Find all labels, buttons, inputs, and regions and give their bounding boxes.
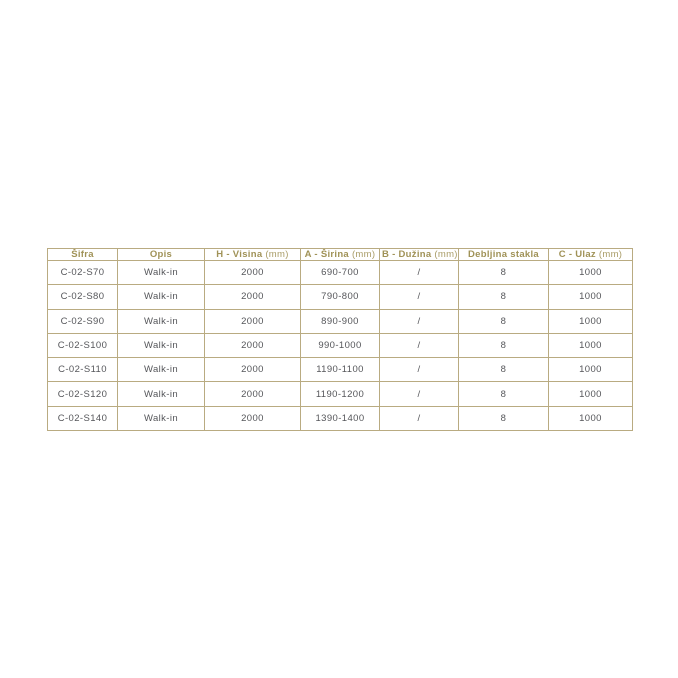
col-header-label: Debljina stakla <box>467 249 540 260</box>
cell-opis: Walk-in <box>118 285 205 309</box>
cell-opis: Walk-in <box>118 261 205 285</box>
col-header-label: Šifra <box>71 249 94 260</box>
cell-debljina-stakla: 8 <box>459 333 549 357</box>
cell-c-ulaz: 1000 <box>549 285 633 309</box>
cell-c-ulaz: 1000 <box>549 333 633 357</box>
col-header-label: A - Širina <box>304 249 350 260</box>
cell-debljina-stakla: 8 <box>459 358 549 382</box>
cell-debljina-stakla: 8 <box>459 285 549 309</box>
col-header-label: H - Visina <box>216 249 263 260</box>
cell-h-visina: 2000 <box>205 309 301 333</box>
table-row <box>48 333 633 357</box>
cell-opis: Walk-in <box>118 309 205 333</box>
cell-a-sirina: 890-900 <box>301 309 380 333</box>
cell-a-sirina: 1390-1400 <box>301 406 380 430</box>
table-row <box>48 309 633 333</box>
cell-a-sirina: 1190-1100 <box>301 358 380 382</box>
cell-a-sirina: 690-700 <box>301 261 380 285</box>
cell-sifra: C-02-S80 <box>48 285 118 309</box>
col-header-a-sirina <box>301 249 380 261</box>
cell-h-visina: 2000 <box>205 406 301 430</box>
cell-c-ulaz: 1000 <box>549 382 633 406</box>
cell-c-ulaz: 1000 <box>549 358 633 382</box>
cell-debljina-stakla: 8 <box>459 261 549 285</box>
col-header-label: C - Ulaz <box>558 249 596 260</box>
col-header-label: Opis <box>149 249 173 260</box>
table-row <box>48 382 633 406</box>
cell-h-visina: 2000 <box>205 261 301 285</box>
col-header-c-ulaz <box>549 249 633 261</box>
cell-debljina-stakla: 8 <box>459 309 549 333</box>
cell-h-visina: 2000 <box>205 333 301 357</box>
cell-c-ulaz: 1000 <box>549 406 633 430</box>
col-header-unit: (mm) <box>431 249 458 260</box>
cell-h-visina: 2000 <box>205 382 301 406</box>
cell-sifra: C-02-S70 <box>48 261 118 285</box>
cell-sifra: C-02-S110 <box>48 358 118 382</box>
table-row <box>48 285 633 309</box>
col-header-sifra <box>48 249 118 261</box>
cell-h-visina: 2000 <box>205 358 301 382</box>
col-header-unit: (mm) <box>349 249 376 260</box>
cell-a-sirina: 790-800 <box>301 285 380 309</box>
col-header-unit: (mm) <box>595 249 623 260</box>
cell-opis: Walk-in <box>118 406 205 430</box>
header-row <box>48 249 633 261</box>
product-dimensions-table <box>47 248 633 431</box>
cell-a-sirina: 1190-1200 <box>301 382 380 406</box>
table-row <box>48 358 633 382</box>
cell-b-duzina: / <box>380 333 459 357</box>
cell-opis: Walk-in <box>118 358 205 382</box>
col-header-opis <box>118 249 205 261</box>
cell-debljina-stakla: 8 <box>459 406 549 430</box>
cell-opis: Walk-in <box>118 333 205 357</box>
cell-b-duzina: / <box>380 358 459 382</box>
col-header-b-duzina <box>380 249 459 261</box>
cell-b-duzina: / <box>380 382 459 406</box>
col-header-unit: (mm) <box>262 249 289 260</box>
table-row <box>48 406 633 430</box>
cell-h-visina: 2000 <box>205 285 301 309</box>
cell-sifra: C-02-S100 <box>48 333 118 357</box>
cell-b-duzina: / <box>380 285 459 309</box>
cell-sifra: C-02-S90 <box>48 309 118 333</box>
cell-debljina-stakla: 8 <box>459 382 549 406</box>
cell-sifra: C-02-S140 <box>48 406 118 430</box>
cell-sifra: C-02-S120 <box>48 382 118 406</box>
col-header-debljina-stakla <box>459 249 549 261</box>
table-row <box>48 261 633 285</box>
cell-b-duzina: / <box>380 261 459 285</box>
col-header-h-visina <box>205 249 301 261</box>
cell-a-sirina: 990-1000 <box>301 333 380 357</box>
cell-b-duzina: / <box>380 309 459 333</box>
cell-c-ulaz: 1000 <box>549 309 633 333</box>
cell-opis: Walk-in <box>118 382 205 406</box>
cell-c-ulaz: 1000 <box>549 261 633 285</box>
col-header-label: B - Dužina <box>382 249 432 260</box>
cell-b-duzina: / <box>380 406 459 430</box>
